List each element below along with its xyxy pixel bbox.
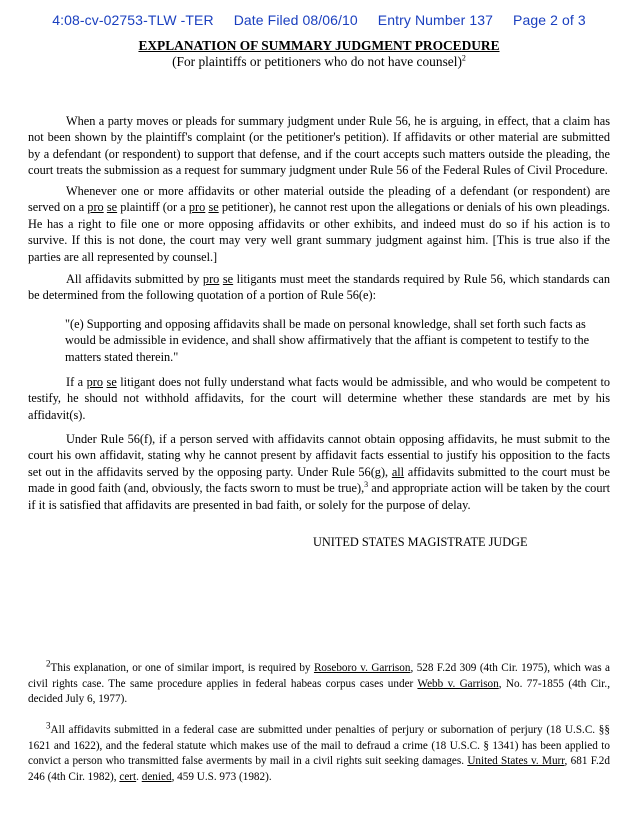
text-run: ),: [380, 464, 392, 479]
paragraph-3: [28, 271, 610, 304]
pro-term: pro: [202, 272, 220, 286]
pro-term: pro: [188, 200, 206, 215]
text-run: , 528 F.2d 309 (4th Cir. 1975), which was a civil rights case. The same procedure applies in federal habeas corpus cases under: [28, 662, 610, 690]
text-run: .: [136, 770, 142, 783]
footnote-mark: 2: [461, 53, 466, 63]
cert-term: cert: [119, 770, 137, 783]
rule-quotation: "(e) Supporting and opposing affidavits shall be made on personal knowledge, shall set forth such facts as would be admissible in evidence, and shall show affirmatively that the affiant is competent to testify to the matters stated therein.": [65, 317, 590, 364]
se-term: se: [222, 272, 234, 286]
se-term: se: [106, 375, 117, 389]
case-citation: United States v. Murr: [467, 755, 565, 768]
footnote-2: [28, 658, 610, 708]
denied-term: denied: [141, 770, 172, 783]
text-run: affidavits submitted to the court must be made in good faith (and, obviously, the facts sworn to must be true),: [28, 464, 610, 496]
entry-number: Entry Number 137: [377, 12, 494, 28]
text-run: Whenever one or more affidavits or other material outside the pleading of a defendant (or respondent) are served on a: [28, 184, 610, 215]
paragraph-5: [28, 431, 610, 513]
text-run: , No. 77-1855 (4th Cir., decided July 6, 1977).: [28, 677, 610, 706]
document-subtitle: [0, 54, 638, 70]
footnote-3: [28, 720, 610, 785]
paragraph-4: [28, 374, 610, 423]
case-citation: Webb v. Garrison: [417, 677, 499, 690]
text-run: All affidavits submitted by: [66, 272, 203, 286]
text-run: , 459 U.S. 973 (1982).: [171, 770, 272, 783]
text-run: petitioner), he cannot rest upon the allegations or denials of his own pleadings. He has a right to file one or more opposing affidavits or other exhibits, and indeed must do so if his action is to survive. If this is not done, the court may very well grant summary judgment against him. [This is true also if the parties are all represented by counsel.]: [28, 200, 610, 264]
text-run: litigant does not fully understand what facts would be admissible, and who would be competent to testify, he should not withhold affidavits, for the court will determine whether these standards are met by his affidavit(s).: [28, 375, 611, 422]
date-filed: Date Filed 08/06/10: [233, 12, 358, 28]
text-run: , 681 F.2d 246 (4th Cir. 1982),: [28, 755, 610, 783]
footnote-number: 3: [46, 720, 51, 731]
text-run: and appropriate action will be taken by the court if it is satisfied that affidavits are presented in bad faith, or solely for the purpose of delay.: [28, 481, 610, 512]
footnote-number: 2: [46, 658, 51, 669]
pro-term: pro: [87, 200, 104, 215]
text-run: If a: [66, 375, 87, 389]
text-run: litigants must meet the standards required by Rule 56, which standards can be determined from the following quotation of a portion of Rule 56(e):: [28, 272, 610, 303]
emphasis-all: all: [391, 464, 405, 479]
text-run: plaintiff (or a: [117, 200, 189, 215]
text-run: This explanation, or one of similar import, is required by: [50, 662, 314, 674]
paragraph-2: [28, 183, 610, 265]
pro-term: pro: [86, 375, 104, 389]
case-number: 4:08-cv-02753-TLW -TER: [52, 12, 214, 28]
signature-line: UNITED STATES MAGISTRATE JUDGE: [313, 535, 528, 549]
subtitle-text: (For plaintiffs or petitioners who do not have counsel): [172, 54, 462, 69]
paragraph-1: When a party moves or pleads for summary judgment under Rule 56, he is arguing, in effect, that a claim has not been shown by the plaintiff's complaint (or the petitioner's petition). If affidavits or other material are submitted by a defendant (or respondent) to support that defense, and if the court accepts such matters outside the pleading, the court treats the submission as a request for summary judgment under Rule 56 of the Federal Rules of Civil Procedure.: [28, 114, 610, 178]
rule-subsection-g: g: [374, 464, 381, 479]
footnote-mark: 3: [364, 480, 369, 490]
document-title: EXPLANATION OF SUMMARY JUDGMENT PROCEDURE: [138, 38, 500, 53]
text-run: Under Rule 56(f), if a person served with affidavits cannot obtain opposing affidavits, he must submit to the court his own affidavit, stating why he cannot present by affidavit facts essential to justify his opposition to the facts set out in the affidavits served by the opposing party. Under Rule 56(: [28, 432, 610, 479]
page-info: Page 2 of 3: [513, 12, 586, 28]
text-run: All affidavits submitted in a federal case are submitted under penalties of perjury or subornation of perjury (18 U.S.C. §§ 1621 and 1622), and the federal statute which makes use of the mail to defraud a crime (18 U.S.C. § 1341) has been applied to convict a person who transmitted false averments by mail in a civil rights suit seeking damages.: [28, 724, 610, 768]
court-filing-header: [0, 12, 638, 28]
se-term: se: [208, 200, 219, 215]
se-term: se: [106, 200, 118, 215]
case-citation: Roseboro v. Garrison: [313, 662, 411, 674]
